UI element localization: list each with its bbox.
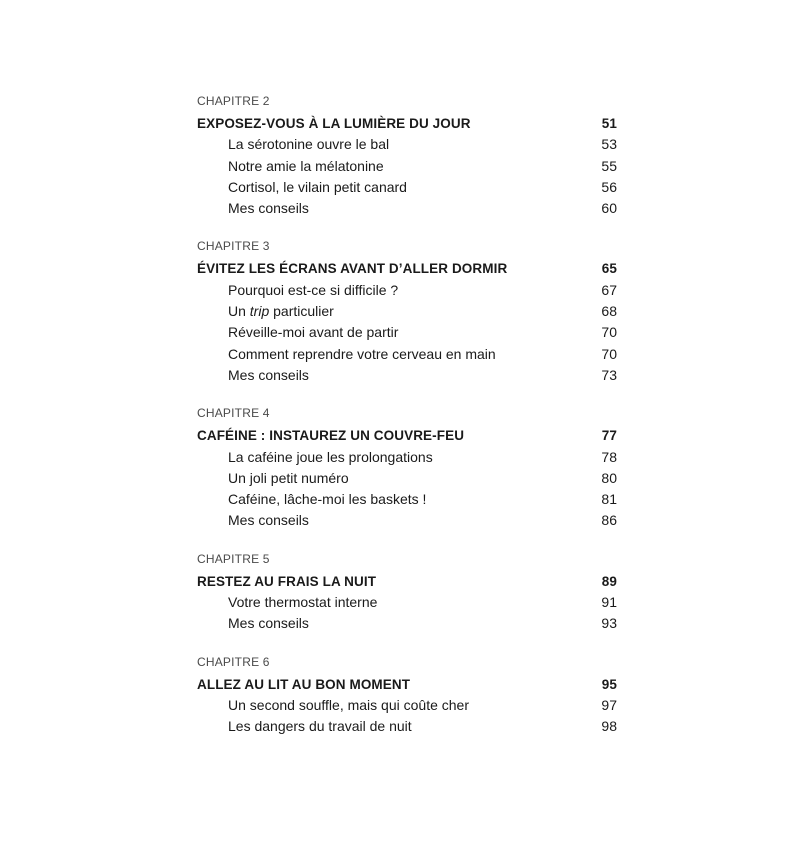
section-row bbox=[197, 301, 617, 322]
page-number: 53 bbox=[601, 136, 617, 153]
section-title bbox=[197, 716, 412, 737]
section-row bbox=[197, 322, 617, 343]
section-title bbox=[197, 613, 309, 634]
section-title-text: Mes conseils bbox=[228, 512, 309, 529]
section-row bbox=[197, 365, 617, 386]
section-title bbox=[197, 695, 469, 716]
section-row bbox=[197, 592, 617, 613]
chapter-title: ÉVITEZ LES ÉCRANS AVANT D’ALLER DORMIR bbox=[197, 261, 508, 277]
chapter-title-row bbox=[197, 258, 617, 279]
section-row bbox=[197, 613, 617, 634]
section-title bbox=[197, 198, 309, 219]
chapter-block bbox=[197, 93, 617, 219]
page-number: 86 bbox=[601, 512, 617, 529]
page-number: 97 bbox=[601, 696, 617, 713]
chapter-block bbox=[197, 551, 617, 635]
chapter-title: EXPOSEZ-VOUS À LA LUMIÈRE DU JOUR bbox=[197, 116, 471, 131]
page-number: 81 bbox=[601, 491, 617, 508]
section-title-text: Votre thermostat interne bbox=[228, 594, 378, 611]
section-title bbox=[197, 468, 349, 489]
page-number: 89 bbox=[601, 573, 617, 589]
chapter-label: CHAPITRE 6 bbox=[197, 654, 270, 669]
section-row bbox=[197, 447, 617, 468]
page-number: 77 bbox=[601, 428, 617, 444]
page-number: 78 bbox=[601, 448, 617, 465]
page-number: 56 bbox=[601, 178, 617, 195]
page-number: 70 bbox=[601, 324, 617, 341]
section-title-text: Cortisol, le vilain petit canard bbox=[228, 178, 407, 195]
section-title-text: Un second souffle, mais qui coûte cher bbox=[228, 696, 469, 713]
page-number: 67 bbox=[601, 281, 617, 298]
section-title bbox=[197, 489, 426, 510]
section-title-text: Comment reprendre votre cerveau en main bbox=[228, 345, 496, 362]
chapter-label: CHAPITRE 5 bbox=[197, 551, 270, 566]
section-title bbox=[197, 592, 377, 613]
table-of-contents bbox=[197, 93, 617, 757]
chapter-title-row bbox=[197, 425, 617, 446]
section-title-text: particulier bbox=[269, 303, 334, 320]
page-number: 91 bbox=[601, 594, 617, 611]
section-row bbox=[197, 280, 617, 301]
section-row bbox=[197, 510, 617, 531]
chapter-block bbox=[197, 405, 617, 531]
section-title-text: Les dangers du travail de nuit bbox=[228, 718, 412, 735]
section-title bbox=[197, 301, 334, 322]
chapter-label: CHAPITRE 4 bbox=[197, 406, 270, 421]
page-number: 60 bbox=[601, 200, 617, 217]
chapter-title-row bbox=[197, 571, 617, 592]
page-number: 80 bbox=[601, 469, 617, 486]
section-title-text: La caféine joue les prolongations bbox=[228, 448, 433, 465]
chapter-title-row bbox=[197, 674, 617, 695]
section-title-text: La sérotonine ouvre le bal bbox=[228, 136, 390, 153]
section-title bbox=[197, 510, 309, 531]
section-row bbox=[197, 198, 617, 219]
section-title bbox=[197, 322, 398, 343]
section-title-text: Mes conseils bbox=[228, 615, 309, 632]
section-title bbox=[197, 447, 433, 468]
section-title-text: Mes conseils bbox=[228, 366, 309, 383]
section-title-emphasis: trip bbox=[249, 303, 270, 320]
section-title-text: Un joli petit numéro bbox=[228, 469, 349, 486]
chapter-block bbox=[197, 654, 617, 738]
page-number: 73 bbox=[601, 366, 617, 383]
section-row bbox=[197, 716, 617, 737]
chapter-title-row bbox=[197, 113, 617, 134]
section-title-text: Caféine, lâche-moi les baskets ! bbox=[228, 491, 427, 508]
page-number: 68 bbox=[601, 303, 617, 320]
chapter-title: CAFÉINE : INSTAUREZ UN COUVRE-FEU bbox=[197, 428, 465, 444]
chapter-label: CHAPITRE 2 bbox=[197, 94, 270, 108]
section-row bbox=[197, 156, 617, 177]
section-row bbox=[197, 695, 617, 716]
section-title-text: Pourquoi est-ce si difficile ? bbox=[228, 281, 399, 298]
section-title bbox=[197, 280, 398, 301]
section-row bbox=[197, 177, 617, 198]
chapter-label: CHAPITRE 3 bbox=[197, 239, 270, 254]
section-title-text: Réveille-moi avant de partir bbox=[228, 324, 399, 341]
section-row bbox=[197, 134, 617, 155]
page-number: 98 bbox=[601, 718, 617, 735]
section-title-text: Un bbox=[228, 303, 250, 320]
section-row bbox=[197, 344, 617, 365]
section-title bbox=[197, 134, 389, 155]
chapter-block bbox=[197, 238, 617, 386]
section-row bbox=[197, 468, 617, 489]
page-number: 65 bbox=[601, 261, 617, 277]
page-number: 95 bbox=[601, 676, 617, 692]
section-title-text: Notre amie la mélatonine bbox=[228, 157, 384, 174]
page-number: 55 bbox=[601, 157, 617, 174]
section-title bbox=[197, 344, 496, 365]
chapter-title: ALLEZ AU LIT AU BON MOMENT bbox=[197, 676, 411, 692]
section-title-text: Mes conseils bbox=[228, 200, 309, 217]
chapter-title: RESTEZ AU FRAIS LA NUIT bbox=[197, 573, 377, 589]
page-number: 93 bbox=[601, 615, 617, 632]
section-title bbox=[197, 365, 309, 386]
section-title bbox=[197, 177, 407, 198]
section-row bbox=[197, 489, 617, 510]
page-number: 70 bbox=[601, 345, 617, 362]
section-title bbox=[197, 156, 384, 177]
page-number: 51 bbox=[601, 116, 617, 131]
